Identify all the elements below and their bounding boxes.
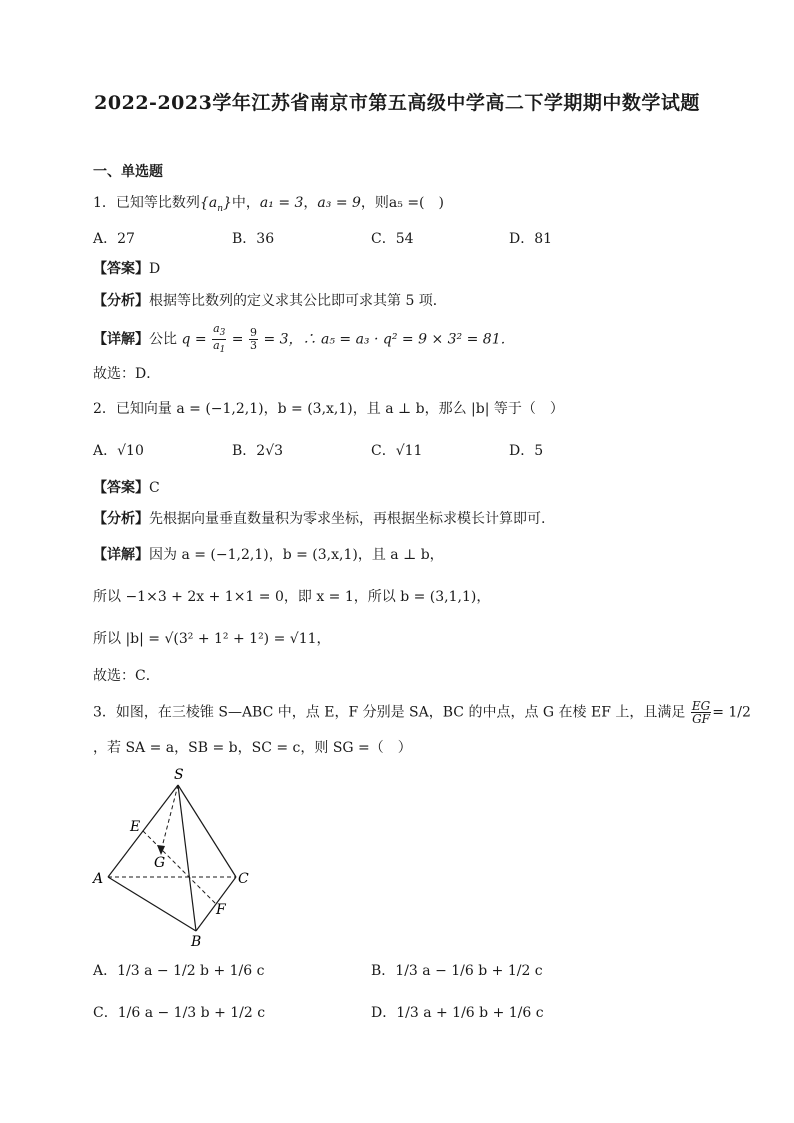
answer-label: 【答案】: [93, 480, 149, 496]
q1-fraction-2: $\frac{9}{3}$: [250, 326, 257, 353]
edge-sc: [178, 785, 236, 877]
q1-stem-post: ，则a₅ =( ): [360, 195, 444, 211]
q3-option-d: D．1/3 a + 1/6 b + 1/6 c: [371, 1005, 544, 1021]
detail-label: 【详解】: [93, 547, 149, 563]
label-g: G: [154, 855, 166, 871]
q1-analysis-text: 根据等比数列的定义求其公比即可求其第 5 项．: [149, 293, 447, 309]
q2-choose: [93, 666, 160, 686]
q3-ratio-value: = 1/2: [712, 704, 751, 721]
q1-choose: [93, 364, 160, 384]
q3-option-b: B．1/3 a − 1/6 b + 1/2 c: [371, 963, 543, 979]
q3-stem-line1: [93, 700, 751, 725]
analysis-label: 【分析】: [93, 511, 149, 527]
q1-detail-pre: 公比: [149, 331, 177, 348]
q2-stem: 2．已知向量 a = (−1,2,1)，b = (3,x,1)，且 a ⊥ b，那么 |b| 等于（ ）: [93, 401, 564, 417]
q2-detail-text: 因为 a = (−1,2,1)，b = (3,x,1)，且 a ⊥ b，: [149, 547, 444, 563]
q2-step1: 所以 −1×3 + 2x + 1×1 = 0，即 x = 1，所以 b = (3,1,1)，: [93, 589, 491, 605]
page-title: 2022-2023学年江苏省南京市第五高级中学高二下学期期中数学试题: [94, 92, 700, 114]
q3-option-c: C．1/6 a − 1/3 b + 1/2 c: [93, 1005, 266, 1021]
q1-answer-value: D: [149, 261, 161, 277]
q2-step2: 所以 |b| = √(3² + 1² + 1²) = √11，: [93, 631, 331, 647]
q1-stem-mid: 中，: [231, 195, 260, 211]
q3-ratio-den: GF: [692, 712, 710, 726]
label-c: C: [238, 871, 249, 887]
q2-answer: [93, 478, 160, 498]
q1-cond1: a₁ = 3: [259, 195, 304, 211]
tetrahedron-figure: [88, 763, 288, 953]
label-s: S: [174, 767, 184, 783]
section-heading: 一、单选题: [93, 164, 163, 180]
q2-option-b: B．2√3: [232, 443, 284, 459]
q1-option-b: B．36: [232, 231, 275, 247]
vector-sg: [161, 785, 178, 851]
q1-stem: 1．已知等比数列$\{a_n\}$中，a₁ = 3，a₃ = 9，则a₅ =( ): [93, 195, 444, 214]
detail-label: 【详解】: [93, 331, 149, 348]
q3-ratio-fraction: [691, 700, 711, 725]
q1-detail-eq: = 3，∴ a₅ = a₃ · q² = 9 × 3² = 81．: [263, 331, 515, 348]
q1-choose-value: D．: [135, 366, 161, 382]
label-f: F: [216, 902, 226, 918]
edge-sb: [178, 785, 196, 931]
q2-option-d: D．5: [509, 443, 544, 459]
q1-detail: 【详解】公比 q = $\frac{a_3}{a_1}$ = $\frac{9}{3}$ = 3，∴ a₅ = a₃ · q² = 9 × 3² = 81．: [93, 322, 515, 356]
answer-label: 【答案】: [93, 261, 149, 277]
analysis-label: 【分析】: [93, 293, 149, 309]
q3-stem1: 3．如图，在三棱锥 S—ABC 中，点 E，F 分别是 SA，BC 的中点，点 G 在棱 EF 上，且满足: [93, 704, 686, 721]
q2-detail: [93, 545, 444, 565]
q1-option-d: D．81: [509, 231, 553, 247]
q2-answer-value: C: [149, 480, 160, 496]
q2-analysis: [93, 509, 545, 529]
q1-answer: [93, 259, 160, 279]
q3-stem2: ，若 SA = a，SB = b，SC = c，则 SG =（ ）: [93, 740, 412, 756]
q1-option-c: C．54: [371, 231, 414, 247]
edge-ab: [108, 877, 196, 931]
q2-option-c: C．√11: [371, 443, 423, 459]
vector-sg-arrowhead: [157, 845, 165, 855]
q1-fraction-1: $\frac{a_3}{a_1}$: [213, 322, 226, 356]
label-a: A: [93, 871, 104, 887]
label-e: E: [130, 819, 141, 835]
q1-sequence: $\{a_n\}$: [199, 195, 232, 214]
q2-analysis-text: 先根据向量垂直数量积为零求坐标，再根据坐标求模长计算即可.: [149, 511, 546, 527]
q3-ratio-num: EG: [691, 699, 711, 713]
choose-label: 故选：: [93, 668, 135, 684]
choose-label: 故选：: [93, 366, 135, 382]
q2-option-a: A．√10: [93, 443, 144, 459]
q3-option-a: A．1/3 a − 1/2 b + 1/6 c: [93, 963, 265, 979]
label-b: B: [191, 934, 202, 950]
q1-cond2: a₃ = 9: [317, 195, 361, 211]
q1-option-a: A．27: [93, 231, 135, 247]
q2-choose-value: C．: [135, 668, 160, 684]
q1-stem-pre: 1．已知等比数列: [93, 195, 200, 211]
q1-analysis: [93, 291, 447, 311]
